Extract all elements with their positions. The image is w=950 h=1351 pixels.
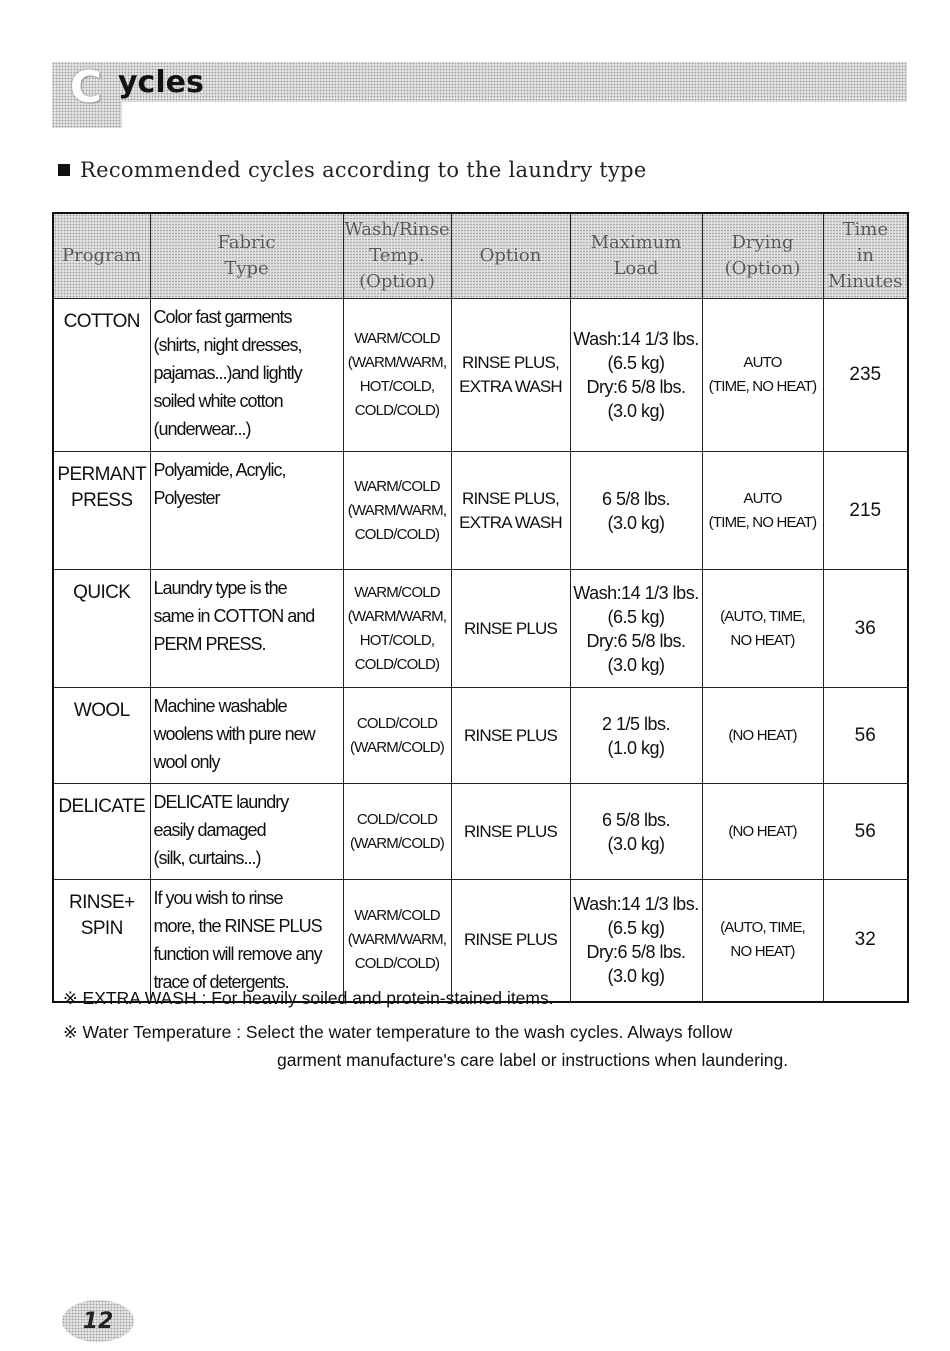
note-extra-wash: ※ EXTRA WASH : For heavily soiled and protein-stained items. <box>63 988 554 1008</box>
table-row <box>53 299 908 452</box>
column-header-line: Time <box>842 219 888 240</box>
time-cell: 215 <box>823 452 908 570</box>
cell-line: WOOL <box>73 700 130 721</box>
cell-line: (1.0 kg) <box>607 737 665 758</box>
cell-line: WARM/COLD <box>354 477 440 495</box>
cell-line: Dry:6 5/8 lbs. <box>586 377 686 397</box>
cell-line: (TIME, NO HEAT) <box>708 378 817 395</box>
option-cell <box>451 452 570 570</box>
temp-cell <box>343 688 451 784</box>
temp-cell <box>343 784 451 880</box>
cell-line: WARM/COLD <box>354 330 440 347</box>
cell-line: HOT/COLD, <box>359 631 435 649</box>
column-header-line: (Option) <box>359 271 435 292</box>
temp-cell <box>343 452 451 570</box>
cell-line: more, the RINSE PLUS <box>153 916 322 936</box>
table-row <box>53 784 908 880</box>
program-cell <box>53 570 150 688</box>
cell-line: RINSE PLUS <box>463 821 558 841</box>
cell-line: AUTO <box>743 489 782 507</box>
cell-line: RINSE PLUS, <box>461 353 559 372</box>
column-header-line: Fabric <box>217 232 276 253</box>
time-cell: 32 <box>823 880 908 1002</box>
cell-line: PERMANT <box>57 464 147 485</box>
cell-line: trace of detergents. <box>153 972 289 992</box>
load-cell <box>570 570 702 688</box>
column-header-line: Minutes <box>828 271 903 292</box>
cell-line: (NO HEAT) <box>728 822 797 840</box>
cell-line: (3.0 kg) <box>607 654 665 675</box>
column-header-line: Type <box>224 258 269 279</box>
cell-line: Wash:14 1/3 lbs. <box>573 894 699 915</box>
fabric-cell <box>150 452 343 570</box>
option-cell <box>451 570 570 688</box>
column-header-wash-rinse-temp <box>343 213 451 299</box>
cell-line: (WARM/WARM, <box>347 354 447 371</box>
cell-line: AUTO <box>743 354 782 371</box>
cell-line: (3.0 kg) <box>607 833 665 854</box>
note-water-temp: ※ Water Temperature : Select the water temperature to the wash cycles. Always follow <box>63 1022 733 1042</box>
cell-line: COLD/COLD) <box>354 655 440 673</box>
load-cell <box>570 784 702 880</box>
cell-line: (TIME, NO HEAT) <box>708 513 817 531</box>
cell-line: COLD/COLD <box>356 714 438 732</box>
fabric-cell <box>150 784 343 880</box>
column-header-line: Load <box>613 258 659 279</box>
column-header-fabric-type <box>150 213 343 299</box>
cell-line: soiled white cotton <box>153 391 283 411</box>
fabric-cell <box>150 299 343 452</box>
cell-line: COLD/COLD <box>356 810 438 828</box>
temp-cell <box>343 880 451 1002</box>
cell-line: RINSE PLUS <box>463 930 558 950</box>
option-cell <box>451 880 570 1002</box>
column-header-line: in <box>856 245 874 266</box>
cell-line: (6.5 kg) <box>607 353 665 373</box>
subtitle-text: Recommended cycles according to the laundry type <box>80 158 647 182</box>
cell-line: DELICATE <box>58 796 146 817</box>
cell-line: RINSE+ <box>68 892 135 913</box>
time-cell: 36 <box>823 570 908 688</box>
table-row <box>53 452 908 570</box>
page-number: 12 <box>82 1309 114 1334</box>
option-cell <box>451 688 570 784</box>
cell-line: (WARM/WARM, <box>347 931 447 949</box>
cell-line: Dry:6 5/8 lbs. <box>586 630 686 651</box>
table-header-row <box>53 213 908 299</box>
cell-line: (3.0 kg) <box>607 512 665 533</box>
column-header-time-in-minutes <box>823 213 908 299</box>
cell-line: (AUTO, TIME, <box>720 607 805 625</box>
program-cell <box>53 880 150 1002</box>
time-cell: 56 <box>823 688 908 784</box>
time-cell: 235 <box>823 299 908 452</box>
cycle-table <box>52 212 909 1003</box>
temp-cell <box>343 570 451 688</box>
cell-line: function will remove any <box>153 944 322 964</box>
column-header-line: Drying <box>731 232 794 253</box>
table-row <box>53 688 908 784</box>
drying-cell <box>702 452 823 570</box>
cell-line: RINSE PLUS, <box>461 488 559 508</box>
column-header-program <box>53 213 150 299</box>
column-header-line: Wash/Rinse <box>344 219 450 240</box>
cell-line: (WARM/COLD) <box>350 834 444 852</box>
cell-line: Laundry type is the <box>153 578 287 598</box>
cell-line: (WARM/COLD) <box>350 738 444 756</box>
cell-line: (6.5 kg) <box>607 606 665 627</box>
drying-cell <box>702 570 823 688</box>
column-header-line: Maximum <box>590 232 682 253</box>
cell-line: Wash:14 1/3 lbs. <box>573 582 699 603</box>
cell-line: 6 5/8 lbs. <box>601 809 671 830</box>
cell-line: COTTON <box>63 311 140 332</box>
cell-line: WARM/COLD <box>354 907 440 925</box>
cell-line: QUICK <box>73 582 131 603</box>
note-water-temp-cont: garment manufacture's care label or instructions when laundering. <box>277 1050 789 1070</box>
cell-line: (6.5 kg) <box>607 918 665 939</box>
column-header-option <box>451 213 570 299</box>
drying-cell <box>702 299 823 452</box>
drying-cell <box>702 880 823 1002</box>
cell-line: pajamas...)and lightly <box>153 363 302 383</box>
column-header-line: (Option) <box>724 258 801 279</box>
load-cell <box>570 299 702 452</box>
program-cell <box>53 299 150 452</box>
column-header-line: Temp. <box>369 245 425 266</box>
page-title: ycles <box>118 65 204 100</box>
cell-line: (WARM/WARM, <box>347 607 447 625</box>
bullet-square-icon <box>58 164 70 176</box>
cell-line: (AUTO, TIME, <box>720 919 805 937</box>
cell-line: (underwear...) <box>153 419 251 439</box>
cell-line: wool only <box>153 752 220 772</box>
cell-line: HOT/COLD, <box>359 378 435 395</box>
cell-line: (WARM/WARM, <box>347 501 447 519</box>
cell-line: PRESS <box>71 490 133 511</box>
cell-line: Color fast garments <box>153 307 292 327</box>
cell-line: Machine washable <box>153 696 287 716</box>
option-cell <box>451 299 570 452</box>
cell-line: (NO HEAT) <box>728 726 797 744</box>
program-cell <box>53 784 150 880</box>
cell-line: EXTRA WASH <box>459 512 562 532</box>
cell-line: COLD/COLD) <box>354 955 440 973</box>
program-cell <box>53 452 150 570</box>
cell-line: 6 5/8 lbs. <box>601 488 671 509</box>
column-header-maximum-load <box>570 213 702 299</box>
cell-line: (3.0 kg) <box>607 401 665 421</box>
cell-line: Polyamide, Acrylic, <box>153 460 286 480</box>
drying-cell <box>702 688 823 784</box>
column-header-line: Option <box>479 245 542 266</box>
cell-line: RINSE PLUS <box>463 618 558 638</box>
load-cell <box>570 452 702 570</box>
cell-line: WARM/COLD <box>354 583 440 601</box>
cell-line: Wash:14 1/3 lbs. <box>573 329 699 349</box>
load-cell <box>570 688 702 784</box>
cell-line: EXTRA WASH <box>459 377 562 396</box>
cell-line: NO HEAT) <box>730 943 795 961</box>
fabric-cell <box>150 570 343 688</box>
cell-line: woolens with pure new <box>153 724 315 744</box>
cell-line: 2 1/5 lbs. <box>601 713 671 734</box>
section-subtitle <box>58 158 647 182</box>
cell-line: RINSE PLUS <box>463 725 558 745</box>
time-cell: 56 <box>823 784 908 880</box>
fabric-cell <box>150 688 343 784</box>
cell-line: easily damaged <box>153 820 266 840</box>
column-header-line: Program <box>62 245 142 266</box>
title-initial: C <box>69 62 103 113</box>
load-cell <box>570 880 702 1002</box>
temp-cell <box>343 299 451 452</box>
cell-line: SPIN <box>80 918 123 939</box>
column-header-drying <box>702 213 823 299</box>
table-row <box>53 880 908 1002</box>
program-cell <box>53 688 150 784</box>
option-cell <box>451 784 570 880</box>
cell-line: COLD/COLD) <box>354 525 440 543</box>
cell-line: COLD/COLD) <box>354 402 440 419</box>
cell-line: Dry:6 5/8 lbs. <box>586 942 686 963</box>
table-row <box>53 570 908 688</box>
table-body <box>53 299 908 1002</box>
cell-line: PERM PRESS. <box>153 634 266 654</box>
fabric-cell <box>150 880 343 1002</box>
cell-line: (silk, curtains...) <box>153 848 261 868</box>
cell-line: NO HEAT) <box>730 631 795 649</box>
cell-line: Polyester <box>153 488 220 508</box>
cell-line: (3.0 kg) <box>607 966 665 987</box>
drying-cell <box>702 784 823 880</box>
cell-line: same in COTTON and <box>153 606 315 626</box>
cell-line: DELICATE laundry <box>153 792 289 812</box>
cell-line: If you wish to rinse <box>153 888 283 908</box>
cell-line: (shirts, night dresses, <box>153 335 302 355</box>
